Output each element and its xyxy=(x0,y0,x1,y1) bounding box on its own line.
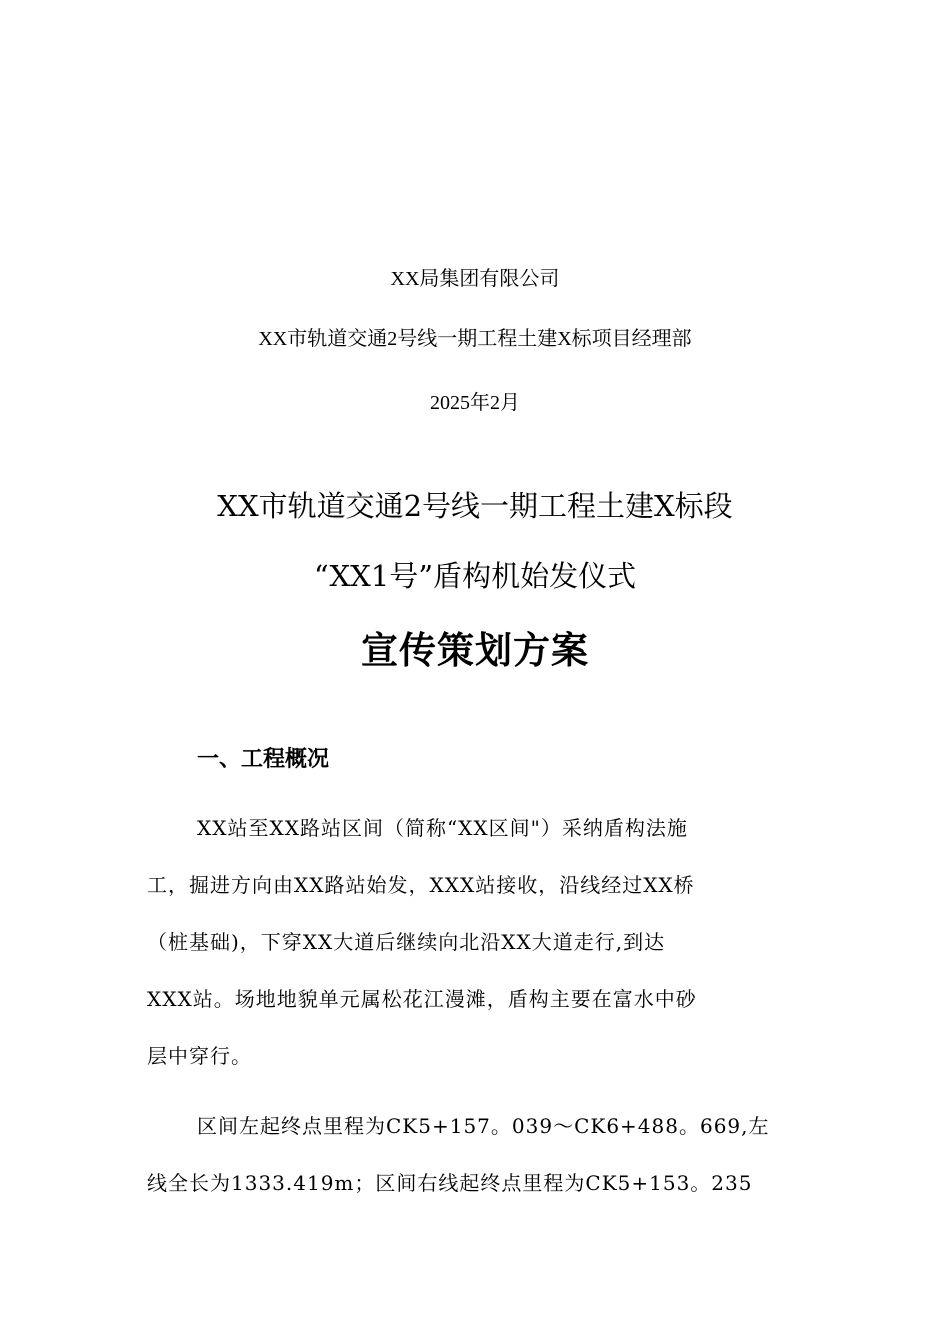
paragraph-2 xyxy=(147,1098,812,1212)
paragraph-1-line: （桩基础)，下穿XX大道后继续向北沿XX大道走行,到达 xyxy=(147,930,666,954)
department-name: XX市轨道交通2号线一期工程土建X标项目经理部 xyxy=(258,328,692,350)
title-line-1: XX市轨道交通2号线一期工程土建X标段 xyxy=(217,489,733,523)
document-date: 2025年2月 xyxy=(430,392,520,414)
main-title: 宣传策划方案 xyxy=(361,629,589,672)
paragraph-1-line: 工，掘进方向由XX路站始发，XXX站接收，沿线经过XX桥 xyxy=(147,873,695,897)
paragraph-1 xyxy=(147,800,812,1085)
section-heading: 一、工程概况 xyxy=(197,747,330,772)
paragraph-1-line: XXX站。场地地貌单元属松花江漫滩，盾构主要在富水中砂 xyxy=(147,987,697,1011)
title-line-2: “XX1号”盾构机始发仪式 xyxy=(313,559,637,593)
company-name: XX局集团有限公司 xyxy=(390,268,560,290)
paragraph-1-line: XX站至XX路站区间（简称“XX区间"）采纳盾构法施 xyxy=(197,816,688,840)
paragraph-1-line: 层中穿行。 xyxy=(147,1044,252,1068)
paragraph-2-line: 线全长为1333.419m；区间右线起终点里程为CK5+153。235 xyxy=(147,1171,753,1195)
paragraph-2-line: 区间左起终点里程为CK5+157。039～CK6+488。669,左 xyxy=(197,1114,770,1138)
